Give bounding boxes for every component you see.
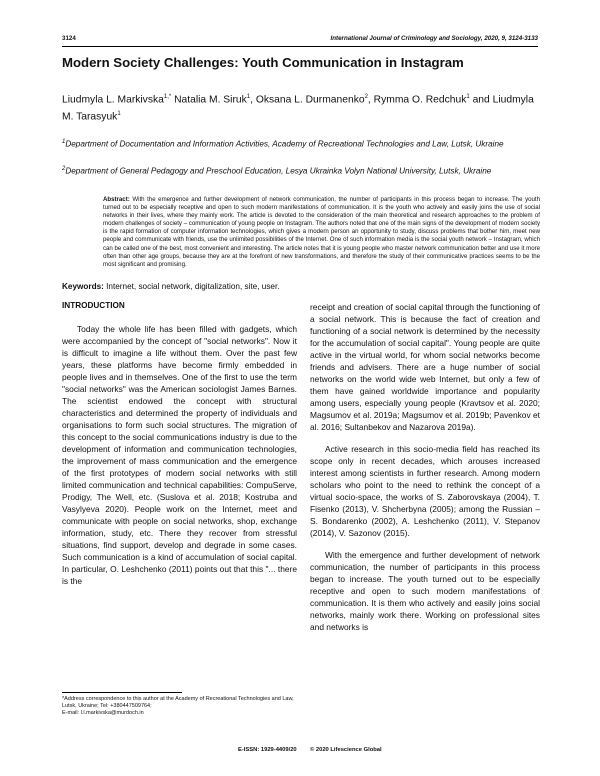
affiliation-sup: 2 — [62, 166, 66, 172]
footnote — [62, 696, 302, 717]
paragraph: Today the whole life has been filled with gadgets, which were accompanied by the concept of "social networks". Now it is difficult to imagine a life without them. Over the past few years, these platforms have become firmly embedded in people lives and in themselves. One of the first to use the term "social networks" was the American sociologist James Barnes. The scientist endowed the concept with structural characteristics and determined the property of individuals and organisations to form such social structures. The migration of this concept to the social communications industry is due to the development of information and communication technologies, the improvement of mass communication and the emergence of the first prototypes of modern social networks with still limited communication and technical capabilities: CompuServe, Prodigy, The Well, etc. (Suslova et al. 2018; Kostruba and Vasylyeva 2020). People work on the Internet, meet and communicate with people on social networks, shop, exchange information, study, etc. There they recover from stressful situations, find support, develop and degrade in some cases. Such communication is a kind of accumulation of social capital. In particular, O. Leshchenko (2011) points out that this "... there is the — [62, 324, 297, 586]
abstract — [103, 196, 540, 269]
footnote-email: E-mail: l.l.markivska@murdoch.in — [62, 710, 144, 716]
abstract-text: With the emergence and further development of network communication, the number of participants in this process began to increase. The youth turned out to be especially receptive and open to such modern manifestations of communication. It is the youth who actively and easily joins the use of social networks in their lives, where they mainly work. The article is devoted to the consideration of the main theoretical and research approaches to the problem of modern challenges of society – communication of young people on Instagram. The authors noted that one of the main signs of the development of modern society is the rapid formation of computer information technologies, which gives a modern person an opportunity to study, discuss problems that bother him, meet new people and communicate with friends, use the unlimited possibilities of the Internet. One of such information media is the social youth network – Instagram, which can be called one of the best, most convenient and interesting. The article notes that it is young people who master network communication better and use it more often than other age groups, because they are at the forefront of new transformations, and therefore the study of their communicative practices seems to be the most significant and promising. — [103, 196, 540, 268]
keywords-label: Keywords: — [62, 282, 104, 291]
author-sup: 1,* — [163, 94, 172, 100]
footnote-line: *Address correspondence to this author at the Academy of Recreational Technologies and Law, Lutsk, Ukraine; Tel: +380447509764; — [62, 696, 294, 709]
author-name: Natalia M. Siruk — [174, 94, 247, 106]
keywords — [62, 282, 542, 291]
author-list: Liudmyla L. Markivska$^{1,*}$ Natalia M. Siruk$^1$, Oksana L. Durmanenko$^2$, Rymma O. Redchuk$^1$ and Liudmyla M. Tarasyuk$^1$ — [62, 94, 534, 123]
keywords-text: Internet, social network, digitalization, site, user. — [106, 282, 280, 291]
paper-title: Modern Society Challenges: Youth Communication in Instagram — [62, 55, 464, 70]
author-sup: 2 — [364, 94, 368, 100]
paragraph: receipt and creation of social capital through the functioning of a social network. This is because the fact of creation and functioning of a social network is determined by the necessity for the accumulation of social capital". Young people are quite active in the virtual world, for whom social networks become friends and advisers. There are a huge number of social networks on the world wide web Internet, but only a few of them have gained worldwide importance and popularity among users, especially young people (Kravtsov et al. 2020; Magsumov et al. 2019a; Magsumov et al. 2019b; Pavenkov et al. 2016; Sultanbekov and Nazarova 2019a). — [310, 302, 540, 432]
eissn: E-ISSN: 1929-4409/20 — [238, 747, 297, 753]
paragraph: With the emergence and further development of network communication, the number of participants in this process began to increase. The youth turned out to be especially receptive and open to such modern manifestations of communication. It is them who actively and easily joins social networks, mainly work there. Working on professional sites and networks is — [310, 550, 540, 632]
author-sup: 1 — [466, 94, 470, 100]
author-name: Liudmyla M. Tarasyuk — [62, 94, 534, 123]
affiliation-2 — [62, 164, 542, 177]
copyright: © 2020 Lifescience Global — [310, 747, 382, 753]
affiliation-sup: 1 — [62, 139, 66, 145]
affiliation-text: Department of Documentation and Information Activities, Academy of Recreational Technologies and Law, Lutsk, Ukraine — [65, 139, 504, 149]
section-heading: INTRODUCTION — [62, 301, 125, 310]
header-rule — [62, 46, 538, 47]
author-name: Rymma O. Redchuk — [373, 94, 467, 106]
left-column — [62, 323, 297, 597]
author-name: Liudmyla L. Markivska — [62, 94, 164, 106]
abstract-label: Abstract: — [103, 196, 130, 203]
author-name: Oksana L. Durmanenko — [255, 94, 365, 106]
footnote-rule — [62, 692, 182, 693]
paragraph: Active research in this socio-media field has reached its scope only in recent decades, which arouses increased interest among scientists in further research. Among modern scholars who point to the need to rethink the concept of a virtual socio-space, the works of S. Zaborovskaya (2004), T. Fisenko (2013), V. Shcherbyna (2005); among the Russian – S. Bondarenko (2002), A. Leshchenko (2011), V. Stepanov (2014), V. Sazonov (2015). — [310, 444, 540, 538]
affiliation-1 — [62, 137, 542, 150]
right-column — [310, 301, 540, 643]
author-sup: 1 — [117, 111, 121, 118]
page-number: 3124 — [62, 35, 76, 42]
journal-citation: International Journal of Criminology and Sociology, 2020, 9, 3124-3133 — [330, 35, 538, 42]
affiliation-text: Department of General Pedagogy and Preschool Education, Lesya Ukrainka Volyn National University, Lutsk, Ukraine — [65, 166, 492, 176]
author-sup: 1 — [246, 94, 251, 100]
